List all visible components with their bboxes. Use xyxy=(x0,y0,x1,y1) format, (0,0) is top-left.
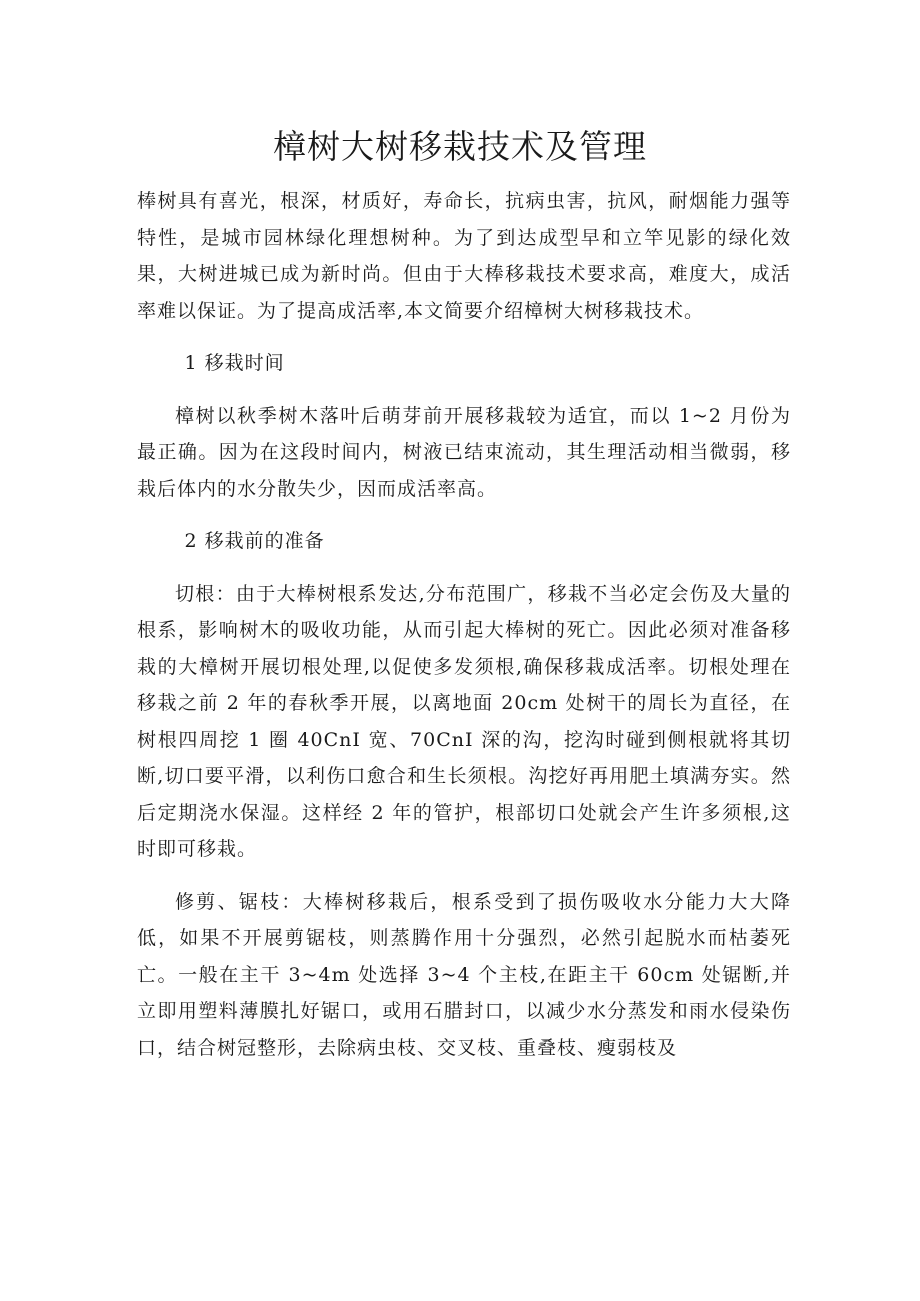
root-pruning-paragraph: 切根：由于大棒树根系发达,分布范围广，移栽不当必定会伤及大量的根系，影响树木的吸收功能，从而引起大棒树的死亡。因此必须对准备移栽的大樟树开展切根处理,以促使多发须根,确保移栽成活率。切根处理在移栽之前 2 年的春秋季开展，以离地面 20cm 处树干的周长为直径，在树根四周挖 1 圈 40CnI 宽、70CnI 深的沟，挖沟时碰到侧根就将其切断,切口要平滑，以利伤口愈合和生长须根。沟挖好再用肥土填满夯实。然后定期浇水保湿。这样经 2 年的管护，根部切口处就会产生许多须根,这时即可移栽。 xyxy=(137,582,791,860)
intro-paragraph: 棒树具有喜光，根深，材质好，寿命长，抗病虫害，抗风，耐烟能力强等特性，是城市园林绿化理想树种。为了到达成型早和立竿见影的绿化效果，大树进城已成为新时尚。但由于大棒移栽技术要求高，难度大，成活率难以保证。为了提高成活率,本文简要介绍樟树大树移栽技术。 xyxy=(137,190,791,322)
document-title: 樟树大树移栽技术及管理 xyxy=(273,127,647,166)
section-2-heading: 2 移栽前的准备 xyxy=(184,530,325,552)
branch-pruning-paragraph: 修剪、锯枝：大棒树移栽后，根系受到了损伤吸收水分能力大大降低，如果不开展剪锯枝，则蒸腾作用十分强烈，必然引起脱水而枯萎死亡。一般在主干 3~4m 处选择 3~4 个主枝,在距主干 60cm 处锯断,并立即用塑料薄膜扎好锯口，或用石腊封口，以减少水分蒸发和雨水侵染伤口，结合树冠整形，去除病虫枝、交叉枝、重叠枝、瘦弱枝及 xyxy=(137,890,791,1059)
document-body xyxy=(137,183,791,1082)
section-1-paragraph: 樟树以秋季树木落叶后萌芽前开展移栽较为适宜，而以 1~2 月份为最正确。因为在这段时间内，树液已结束流动，其生理活动相当微弱，移栽后体内的水分散失少，因而成活率高。 xyxy=(137,404,791,500)
section-1-heading: 1 移栽时间 xyxy=(184,352,285,374)
